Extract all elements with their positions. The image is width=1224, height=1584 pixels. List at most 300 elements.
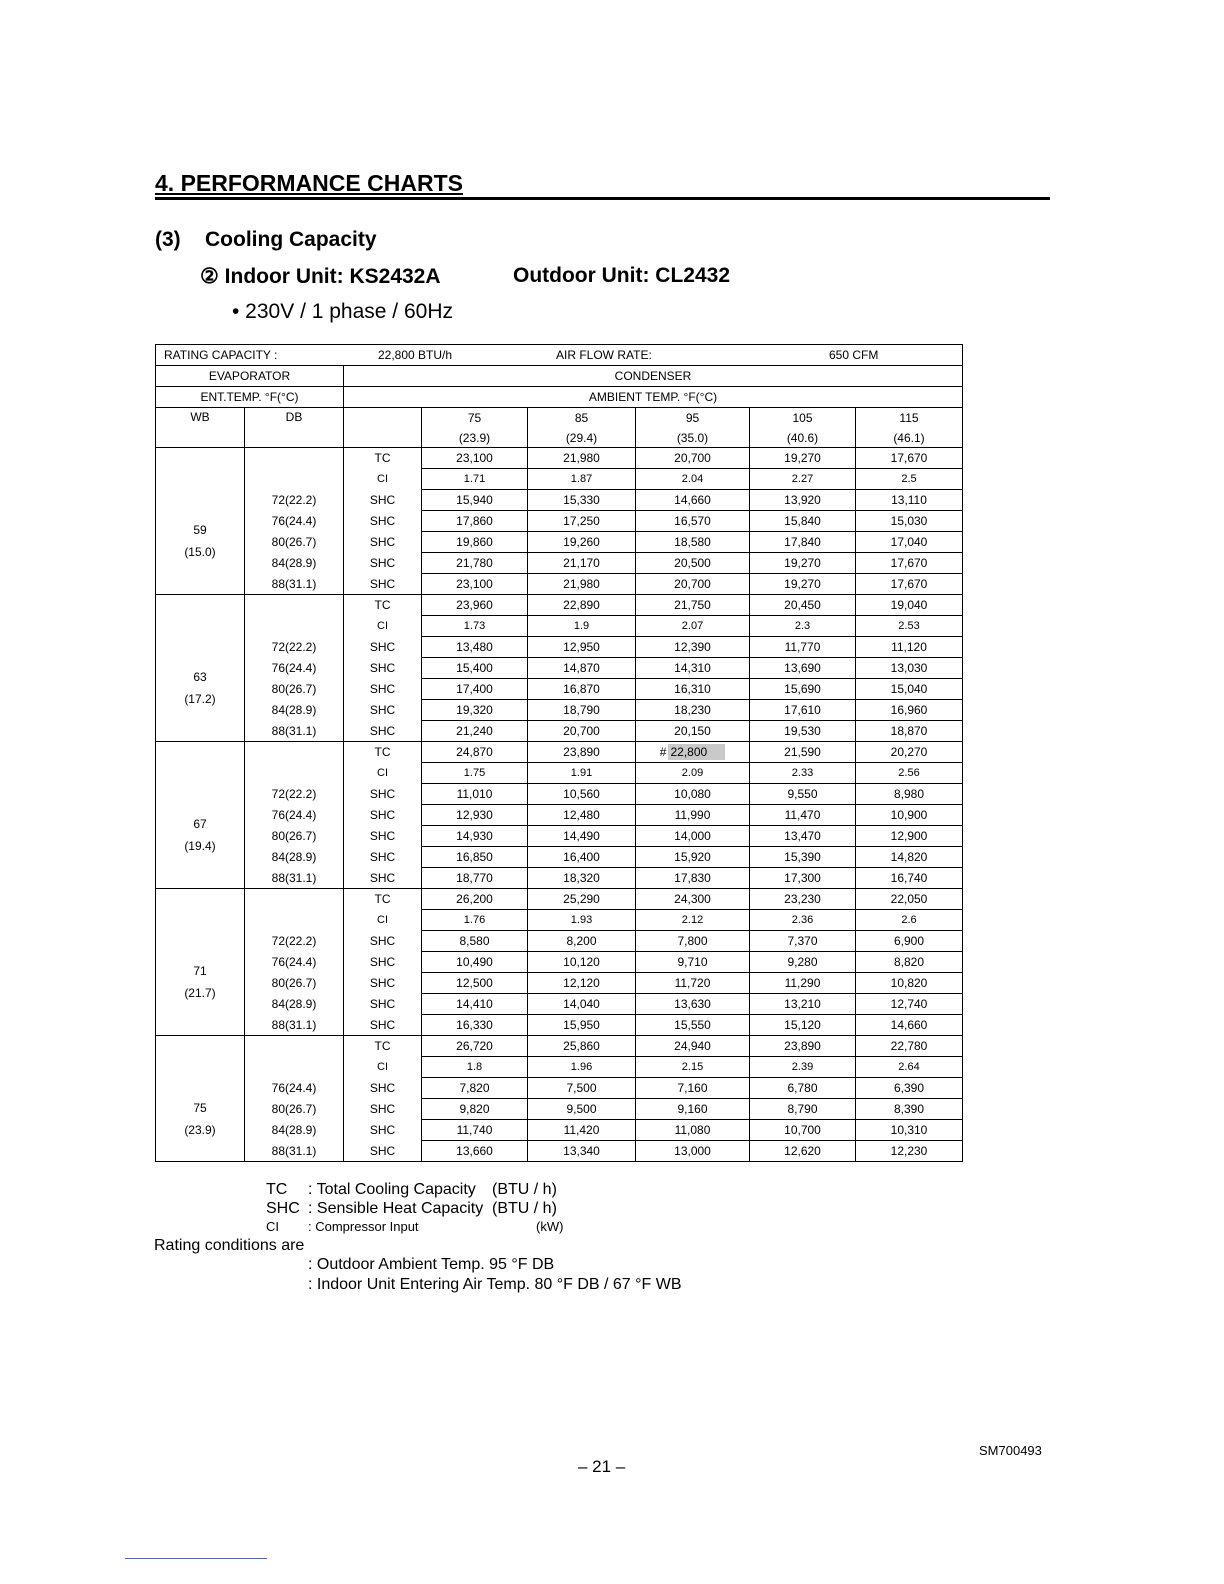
rating-conditions-label: Rating conditions are <box>154 1237 305 1254</box>
type-cell: SHC <box>344 952 422 973</box>
type-cell: SHC <box>344 1120 422 1141</box>
table-row <box>156 1036 963 1057</box>
value-cell: 2.53 <box>856 616 963 637</box>
value-cell: 14,000 <box>636 826 750 847</box>
document-number: SM700493 <box>979 1443 1042 1458</box>
type-cell: SHC <box>344 784 422 805</box>
type-cell: SHC <box>344 679 422 700</box>
value-cell: 12,120 <box>528 973 636 994</box>
value-cell: 6,390 <box>856 1078 963 1099</box>
ambient-f: 115 <box>899 410 919 425</box>
db-blank <box>245 448 344 490</box>
legend-text: : Compressor Input <box>308 1219 419 1234</box>
db-header: DB <box>245 408 344 448</box>
value-cell: 16,740 <box>856 868 963 889</box>
wb-c: (15.0) <box>184 545 216 559</box>
value-cell: 2.6 <box>856 910 963 931</box>
table-row <box>156 826 963 847</box>
value-cell: 15,950 <box>528 1015 636 1036</box>
table-row <box>156 742 963 763</box>
type-cell: SHC <box>344 847 422 868</box>
db-blank <box>245 742 344 784</box>
value-cell: 19,270 <box>750 448 856 469</box>
type-cell: SHC <box>344 553 422 574</box>
value-cell: 12,500 <box>422 973 528 994</box>
db-cell: 88(31.1) <box>245 868 344 889</box>
wb-f: 71 <box>193 964 207 978</box>
value-cell: 17,670 <box>856 574 963 595</box>
indoor-unit: ② Indoor Unit: KS2432A <box>200 265 441 288</box>
value-cell: 13,340 <box>528 1141 636 1162</box>
wb-cell <box>156 595 245 742</box>
value-cell: 12,480 <box>528 805 636 826</box>
value-cell: 22,890 <box>528 595 636 616</box>
value-cell: 18,580 <box>636 532 750 553</box>
type-cell: SHC <box>344 1015 422 1036</box>
rated-value: 22,800 <box>668 744 725 760</box>
type-cell: SHC <box>344 700 422 721</box>
db-cell: 84(28.9) <box>245 700 344 721</box>
type-cell: SHC <box>344 1078 422 1099</box>
type-cell: TC <box>344 742 422 763</box>
condition-indoor: : Indoor Unit Entering Air Temp. 80 °F DB / 67 °F WB <box>308 1276 682 1293</box>
db-cell: 80(26.7) <box>245 1099 344 1120</box>
value-cell: 17,840 <box>750 532 856 553</box>
value-cell: 17,300 <box>750 868 856 889</box>
ambient-header <box>528 408 636 448</box>
value-cell: 11,010 <box>422 784 528 805</box>
value-cell: 20,700 <box>636 574 750 595</box>
ambient-temp-header: AMBIENT TEMP. °F(°C) <box>344 387 963 408</box>
wb-f: 67 <box>193 817 207 831</box>
value-cell: 12,390 <box>636 637 750 658</box>
type-cell: TC <box>344 889 422 910</box>
value-cell: 21,590 <box>750 742 856 763</box>
type-cell: SHC <box>344 574 422 595</box>
value-cell: 2.39 <box>750 1057 856 1078</box>
wb-c: (19.4) <box>184 839 216 853</box>
legend-text: : Total Cooling Capacity <box>308 1181 476 1198</box>
value-cell: 21,780 <box>422 553 528 574</box>
value-cell: 12,900 <box>856 826 963 847</box>
value-cell: 2.5 <box>856 469 963 490</box>
value-cell: 6,900 <box>856 931 963 952</box>
value-cell: 17,830 <box>636 868 750 889</box>
subsection-label: Cooling Capacity <box>205 228 377 251</box>
db-cell: 88(31.1) <box>245 1141 344 1162</box>
value-cell: 20,150 <box>636 721 750 742</box>
value-cell: 15,030 <box>856 511 963 532</box>
section-heading <box>155 170 1050 200</box>
legend-unit: (kW) <box>536 1219 564 1234</box>
value-cell: 15,940 <box>422 490 528 511</box>
wb-f: 59 <box>193 523 207 537</box>
table-row <box>156 637 963 658</box>
value-cell: 16,400 <box>528 847 636 868</box>
legend-abbr: TC <box>266 1181 288 1198</box>
table-row <box>156 1078 963 1099</box>
value-cell: 13,690 <box>750 658 856 679</box>
subsection-title <box>155 228 377 252</box>
value-cell: 15,550 <box>636 1015 750 1036</box>
value-cell: 15,390 <box>750 847 856 868</box>
table-row <box>156 658 963 679</box>
value-cell: 10,560 <box>528 784 636 805</box>
db-cell: 84(28.9) <box>245 553 344 574</box>
value-cell: 11,740 <box>422 1120 528 1141</box>
value-cell: 16,960 <box>856 700 963 721</box>
value-cell: 14,490 <box>528 826 636 847</box>
value-cell: 12,230 <box>856 1141 963 1162</box>
value-cell: 11,470 <box>750 805 856 826</box>
value-cell: 24,870 <box>422 742 528 763</box>
value-cell: 13,630 <box>636 994 750 1015</box>
value-cell: 11,080 <box>636 1120 750 1141</box>
table-row <box>156 490 963 511</box>
value-cell: 1.91 <box>528 763 636 784</box>
type-cell: CI <box>344 763 422 784</box>
value-cell: 10,490 <box>422 952 528 973</box>
value-cell: 20,270 <box>856 742 963 763</box>
value-cell: 19,320 <box>422 700 528 721</box>
value-cell: 18,770 <box>422 868 528 889</box>
legend-text: : Sensible Heat Capacity <box>308 1200 484 1217</box>
db-cell: 72(22.2) <box>245 490 344 511</box>
ambient-c: (29.4) <box>565 430 598 445</box>
value-cell: 16,870 <box>528 679 636 700</box>
value-cell: 2.56 <box>856 763 963 784</box>
value-cell: 8,820 <box>856 952 963 973</box>
table-row <box>156 1141 963 1162</box>
table-row <box>156 448 963 469</box>
type-cell: SHC <box>344 973 422 994</box>
page-heading: 4. PERFORMANCE CHARTS <box>155 170 463 196</box>
value-cell: 10,080 <box>636 784 750 805</box>
value-cell: 13,210 <box>750 994 856 1015</box>
value-cell: 11,420 <box>528 1120 636 1141</box>
value-cell: 18,870 <box>856 721 963 742</box>
db-cell: 76(24.4) <box>245 658 344 679</box>
value-cell: 19,270 <box>750 553 856 574</box>
value-cell: 2.64 <box>856 1057 963 1078</box>
value-cell: 19,260 <box>528 532 636 553</box>
value-cell: 25,290 <box>528 889 636 910</box>
value-cell: 12,740 <box>856 994 963 1015</box>
value-cell: 15,690 <box>750 679 856 700</box>
value-cell: 14,930 <box>422 826 528 847</box>
db-cell: 80(26.7) <box>245 679 344 700</box>
legend-shc <box>266 1200 557 1218</box>
value-cell: 13,110 <box>856 490 963 511</box>
table-row <box>156 889 963 910</box>
value-cell: 9,550 <box>750 784 856 805</box>
value-cell: 7,160 <box>636 1078 750 1099</box>
db-cell: 80(26.7) <box>245 826 344 847</box>
value-cell: 18,320 <box>528 868 636 889</box>
value-cell: 8,790 <box>750 1099 856 1120</box>
value-cell: 25,860 <box>528 1036 636 1057</box>
value-cell: 23,230 <box>750 889 856 910</box>
table-row <box>156 1120 963 1141</box>
wb-cell <box>156 742 245 889</box>
type-cell: SHC <box>344 931 422 952</box>
db-cell: 80(26.7) <box>245 973 344 994</box>
value-cell: 23,100 <box>422 574 528 595</box>
db-blank <box>245 1036 344 1078</box>
value-cell: 10,700 <box>750 1120 856 1141</box>
value-cell: 20,450 <box>750 595 856 616</box>
value-cell: 2.36 <box>750 910 856 931</box>
value-cell: 14,660 <box>856 1015 963 1036</box>
value-cell: 14,870 <box>528 658 636 679</box>
db-cell: 88(31.1) <box>245 721 344 742</box>
table-row <box>156 721 963 742</box>
value-cell: 15,840 <box>750 511 856 532</box>
table-row <box>156 805 963 826</box>
type-cell: SHC <box>344 1099 422 1120</box>
db-cell: 72(22.2) <box>245 784 344 805</box>
ambient-header <box>750 408 856 448</box>
value-cell: 13,480 <box>422 637 528 658</box>
value-cell: 19,530 <box>750 721 856 742</box>
value-cell: 21,240 <box>422 721 528 742</box>
value-cell: 22,780 <box>856 1036 963 1057</box>
type-cell: SHC <box>344 826 422 847</box>
value-cell <box>636 742 750 763</box>
type-cell: CI <box>344 910 422 931</box>
value-cell: 17,860 <box>422 511 528 532</box>
value-cell: 2.04 <box>636 469 750 490</box>
type-cell: SHC <box>344 868 422 889</box>
value-cell: 13,030 <box>856 658 963 679</box>
table-row <box>156 952 963 973</box>
value-cell: 14,660 <box>636 490 750 511</box>
value-cell: 11,120 <box>856 637 963 658</box>
type-cell: SHC <box>344 637 422 658</box>
db-blank <box>245 889 344 931</box>
value-cell: 14,310 <box>636 658 750 679</box>
value-cell: 16,570 <box>636 511 750 532</box>
value-cell: 26,200 <box>422 889 528 910</box>
value-cell: 2.09 <box>636 763 750 784</box>
db-cell: 76(24.4) <box>245 1078 344 1099</box>
value-cell: 1.73 <box>422 616 528 637</box>
wb-cell <box>156 1036 245 1162</box>
value-cell: 1.87 <box>528 469 636 490</box>
value-cell: 17,670 <box>856 553 963 574</box>
ambient-header <box>856 408 963 448</box>
value-cell: 21,750 <box>636 595 750 616</box>
page-number: – 21 – <box>578 1457 626 1476</box>
type-cell: SHC <box>344 490 422 511</box>
value-cell: 12,950 <box>528 637 636 658</box>
ambient-c: (46.1) <box>893 430 925 445</box>
type-cell: TC <box>344 448 422 469</box>
value-cell: 17,610 <box>750 700 856 721</box>
db-blank <box>245 595 344 637</box>
type-cell: TC <box>344 1036 422 1057</box>
rating-capacity-value: 22,800 BTU/h <box>378 348 453 362</box>
db-cell: 72(22.2) <box>245 637 344 658</box>
value-cell: 20,700 <box>636 448 750 469</box>
value-cell: 20,700 <box>528 721 636 742</box>
type-cell: CI <box>344 469 422 490</box>
table-row <box>156 532 963 553</box>
value-cell: 13,920 <box>750 490 856 511</box>
value-cell: 9,160 <box>636 1099 750 1120</box>
value-cell: 2.12 <box>636 910 750 931</box>
wb-c: (21.7) <box>184 986 216 1000</box>
type-cell: SHC <box>344 721 422 742</box>
value-cell: 17,250 <box>528 511 636 532</box>
value-cell: 6,780 <box>750 1078 856 1099</box>
type-cell: CI <box>344 616 422 637</box>
db-cell: 88(31.1) <box>245 1015 344 1036</box>
table-row <box>156 511 963 532</box>
legend-unit: (BTU / h) <box>492 1200 557 1217</box>
legend-abbr: SHC <box>266 1200 300 1217</box>
value-cell: 23,960 <box>422 595 528 616</box>
value-cell: 12,930 <box>422 805 528 826</box>
value-cell: 11,290 <box>750 973 856 994</box>
value-cell: 26,720 <box>422 1036 528 1057</box>
value-cell: 7,500 <box>528 1078 636 1099</box>
db-cell: 84(28.9) <box>245 847 344 868</box>
value-cell: 10,120 <box>528 952 636 973</box>
value-cell: 9,500 <box>528 1099 636 1120</box>
value-cell: 16,330 <box>422 1015 528 1036</box>
table-row <box>156 994 963 1015</box>
value-cell: 9,710 <box>636 952 750 973</box>
ent-temp-header: ENT.TEMP. °F(°C) <box>156 387 344 408</box>
wb-c: (23.9) <box>184 1122 216 1137</box>
value-cell: 20,500 <box>636 553 750 574</box>
db-cell: 84(28.9) <box>245 994 344 1015</box>
type-cell: SHC <box>344 658 422 679</box>
value-cell: 17,400 <box>422 679 528 700</box>
value-cell: 7,800 <box>636 931 750 952</box>
air-flow-value: 650 CFM <box>829 348 879 362</box>
value-cell: 1.9 <box>528 616 636 637</box>
value-cell: 16,850 <box>422 847 528 868</box>
value-cell: 14,040 <box>528 994 636 1015</box>
wb-f: 75 <box>193 1100 207 1115</box>
table-row <box>156 973 963 994</box>
db-cell: 76(24.4) <box>245 805 344 826</box>
rating-capacity-label: RATING CAPACITY : <box>164 348 278 362</box>
table-row <box>156 1099 963 1120</box>
ambient-header <box>636 408 750 448</box>
db-cell: 80(26.7) <box>245 532 344 553</box>
value-cell: 14,410 <box>422 994 528 1015</box>
value-cell: 19,270 <box>750 574 856 595</box>
value-cell: 14,820 <box>856 847 963 868</box>
value-cell: 23,890 <box>528 742 636 763</box>
ambient-f: 105 <box>792 410 813 425</box>
value-cell: 11,720 <box>636 973 750 994</box>
value-cell: 1.8 <box>422 1057 528 1078</box>
value-cell: 12,620 <box>750 1141 856 1162</box>
value-cell: 2.33 <box>750 763 856 784</box>
value-cell: 22,050 <box>856 889 963 910</box>
value-cell: 24,940 <box>636 1036 750 1057</box>
wb-cell <box>156 889 245 1036</box>
value-cell: 18,230 <box>636 700 750 721</box>
table-row <box>156 931 963 952</box>
value-cell: 15,040 <box>856 679 963 700</box>
value-cell: 23,100 <box>422 448 528 469</box>
value-cell: 8,200 <box>528 931 636 952</box>
footer-rule <box>125 1558 267 1559</box>
value-cell: 1.96 <box>528 1057 636 1078</box>
value-cell: 18,790 <box>528 700 636 721</box>
power-spec: • 230V / 1 phase / 60Hz <box>232 300 453 323</box>
wb-f: 63 <box>193 670 207 684</box>
db-cell: 76(24.4) <box>245 511 344 532</box>
value-cell: 1.93 <box>528 910 636 931</box>
type-cell: SHC <box>344 994 422 1015</box>
value-cell: 13,660 <box>422 1141 528 1162</box>
ambient-f: 85 <box>574 410 589 425</box>
subsection-number: (3) <box>155 228 181 251</box>
value-cell: 21,980 <box>528 448 636 469</box>
legend-abbr: CI <box>266 1219 279 1234</box>
value-cell: 10,820 <box>856 973 963 994</box>
value-cell: 19,040 <box>856 595 963 616</box>
value-cell: 15,330 <box>528 490 636 511</box>
db-cell: 76(24.4) <box>245 952 344 973</box>
value-cell: 8,980 <box>856 784 963 805</box>
outdoor-unit: Outdoor Unit: CL2432 <box>513 264 731 287</box>
legend-unit: (BTU / h) <box>492 1181 557 1198</box>
value-cell: 15,120 <box>750 1015 856 1036</box>
type-cell: SHC <box>344 805 422 826</box>
value-cell: 10,900 <box>856 805 963 826</box>
wb-header: WB <box>156 408 245 448</box>
table-row <box>156 595 963 616</box>
table-row <box>156 700 963 721</box>
ambient-header <box>422 408 528 448</box>
value-cell: 19,860 <box>422 532 528 553</box>
ambient-c: (23.9) <box>458 430 491 445</box>
rating-row <box>156 345 963 366</box>
type-header <box>344 408 422 448</box>
type-cell: SHC <box>344 532 422 553</box>
value-cell: 13,000 <box>636 1141 750 1162</box>
value-cell: 7,370 <box>750 931 856 952</box>
value-cell: 17,670 <box>856 448 963 469</box>
ambient-c: (35.0) <box>676 430 709 445</box>
legend-ci <box>266 1219 563 1234</box>
condition-outdoor: : Outdoor Ambient Temp. 95 °F DB <box>308 1256 555 1273</box>
performance-table <box>155 344 963 1162</box>
table-row <box>156 553 963 574</box>
value-cell: 7,820 <box>422 1078 528 1099</box>
value-cell: 8,390 <box>856 1099 963 1120</box>
type-cell: TC <box>344 595 422 616</box>
evaporator-header: EVAPORATOR <box>156 366 344 387</box>
value-cell: 17,040 <box>856 532 963 553</box>
db-cell: 84(28.9) <box>245 1120 344 1141</box>
value-cell: 2.27 <box>750 469 856 490</box>
wb-cell <box>156 448 245 595</box>
value-cell: 21,980 <box>528 574 636 595</box>
value-cell: 24,300 <box>636 889 750 910</box>
value-cell: 1.75 <box>422 763 528 784</box>
value-cell: 1.71 <box>422 469 528 490</box>
rating-mark: # <box>659 745 667 759</box>
value-cell: 2.07 <box>636 616 750 637</box>
